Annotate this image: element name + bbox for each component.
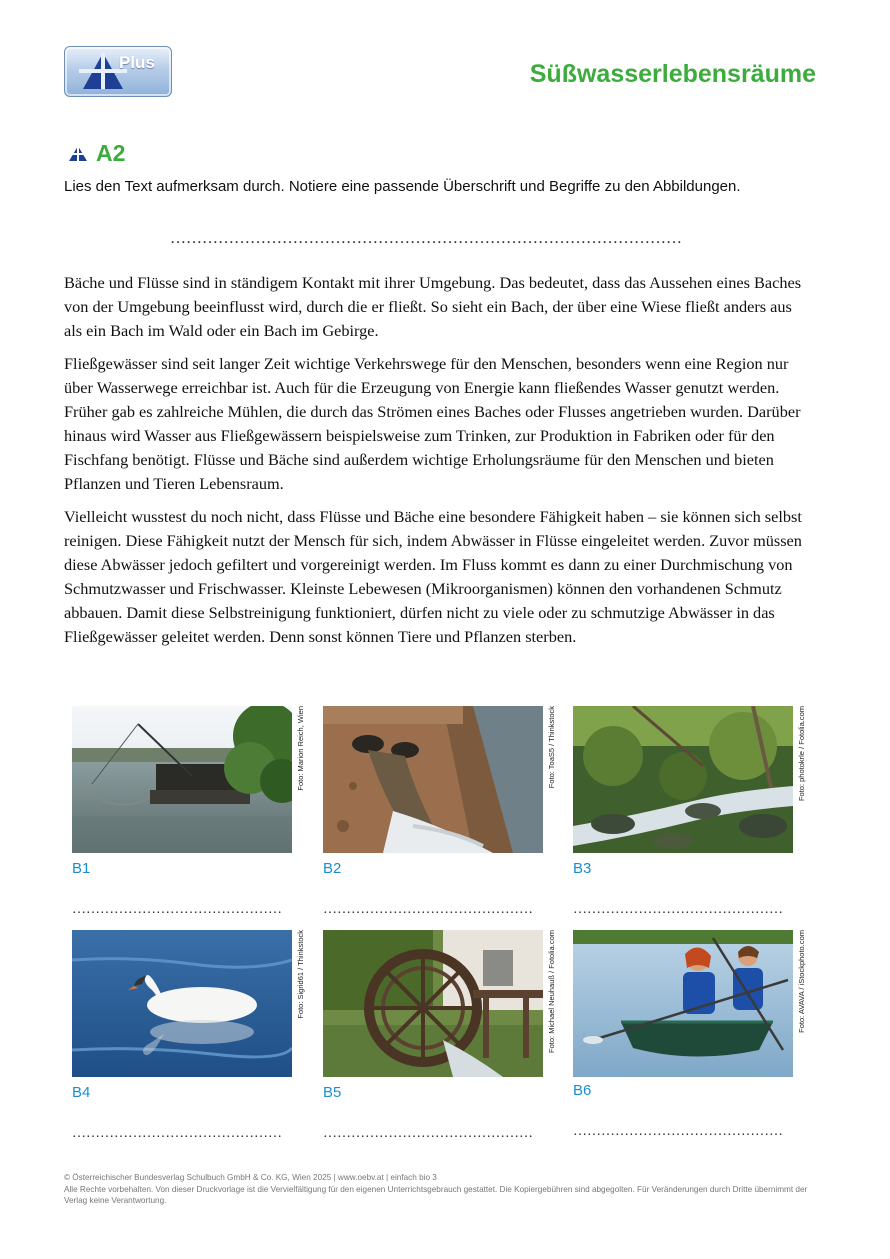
paragraph: Fließgewässer sind seit langer Zeit wichtige Verkehrswege für den Menschen, besonders wenn eine Region nur über Wasserwege erreichbar ist. Auch für die Erzeugung von Energie kann fließendes Wasser genutzt werden. Früher gab es zahlreiche Mühlen, die durch das Strömen eines Baches oder Flusses angetrieben wurden. Darüber hinaus wird Wasser aus Fließgewässern beispielsweise zum Trinken, zur Produktion in Fabriken oder für den Fischfang benötigt. Flüsse und Bäche sind außerdem wichtige Erholungsräume für den Menschen und bieten Pflanzen und Tieren Lebensraum.: [64, 354, 801, 493]
task-level-icon: [68, 145, 88, 162]
figure-label-b6: B6: [573, 1082, 592, 1099]
photo-credit: Foto: Michael Neuhauß / Fotolia.com: [547, 930, 556, 1053]
task-instruction: Lies den Text aufmerksam durch. Notiere eine passende Überschrift und Begriffe zu den Abbildungen.: [64, 178, 741, 195]
figure-label-b1: B1: [72, 860, 91, 877]
answer-line-b3[interactable]: ………………………………………: [573, 902, 783, 917]
footer-line: Alle Rechte vorbehalten. Von dieser Druckvorlage ist die Vervielfältigung für den eigenen Unterrichtsgebrauch gestattet. Die Kopiergebühren sind abgegolten. Für Veränderungen durch Dritte übernimmt der Verlag keine Verantwortung.: [64, 1184, 808, 1205]
photo-water-wheel: [323, 930, 543, 1077]
photo-sewage-pipe: [323, 706, 543, 853]
paragraph: Vielleicht wusstest du noch nicht, dass Flüsse und Bäche eine besondere Fähigkeit haben – sie können sich selbst reinigen. Diese Fähigkeit nutzt der Mensch für sich, indem Abwässer in Flüsse eingeleitet werden. Zuvor müssen diese Abwässer jedoch gefiltert und vorgereinigt werden. Im Fluss kommt es dann zu einer Durchmischung von Schmutzwasser und Frischwasser. Kleinste Lebewesen (Mikroorganismen) können den vorhandenen Schmutz abbauen. Damit diese Selbstreinigung funktioniert, dürfen nicht zu viele oder zu schmutzige Abwässer in das Fließgewässer geleitet werden. Denn sonst können Tiere und Pflanzen sterben.: [64, 507, 802, 646]
photo-credit: Foto: ToaS5 / Thinkstock: [547, 706, 556, 789]
footer-line: © Österreichischer Bundesverlag Schulbuch GmbH & Co. KG, Wien 2025 | www.oebv.at | einfach bio 3: [64, 1173, 437, 1182]
figure-label-b2: B2: [323, 860, 342, 877]
triangle-logo-icon: [65, 47, 171, 96]
photo-credit: Foto: Sigrid61 / Thinkstock: [296, 930, 305, 1019]
figure-label-b3: B3: [573, 860, 592, 877]
task-label: A2: [96, 140, 126, 166]
copyright-footer: [64, 1172, 824, 1207]
photo-fishing-hut: [72, 706, 292, 853]
photo-swan: [72, 930, 292, 1077]
answer-line-b5[interactable]: ………………………………………: [323, 1126, 533, 1141]
answer-line-b1[interactable]: ………………………………………: [72, 902, 282, 917]
photo-forest-stream: [573, 706, 793, 853]
photo-credit: Foto: Marion Reich, Wien: [296, 706, 305, 791]
photo-canoeing: [573, 930, 793, 1077]
photo-credit: Foto: AVAVA / iStockphoto.com: [797, 930, 806, 1033]
answer-line-b6[interactable]: ………………………………………: [573, 1124, 783, 1139]
figure-label-b4: B4: [72, 1084, 91, 1101]
body-text: [64, 271, 814, 658]
publisher-logo: [64, 46, 172, 97]
logo-text: Plus: [119, 53, 155, 72]
page-title: Süßwasserlebensräume: [529, 60, 816, 88]
paragraph: Bäche und Flüsse sind in ständigem Kontakt mit ihrer Umgebung. Das bedeutet, dass das Aussehen eines Baches von der Umgebung beeinflusst wird, durch die er fließt. So sieht ein Bach, der über eine Wiese fließt anders aus als ein Bach im Wald oder ein Bach im Gebirge.: [64, 273, 802, 340]
answer-line-b2[interactable]: ………………………………………: [323, 902, 533, 917]
answer-line-b4[interactable]: ………………………………………: [72, 1126, 282, 1141]
photo-credit: Foto: photokrle / Fotolia.com: [797, 706, 806, 802]
title-answer-line[interactable]: ……………………………………………………………………………………: [170, 230, 682, 247]
figure-label-b5: B5: [323, 1084, 342, 1101]
